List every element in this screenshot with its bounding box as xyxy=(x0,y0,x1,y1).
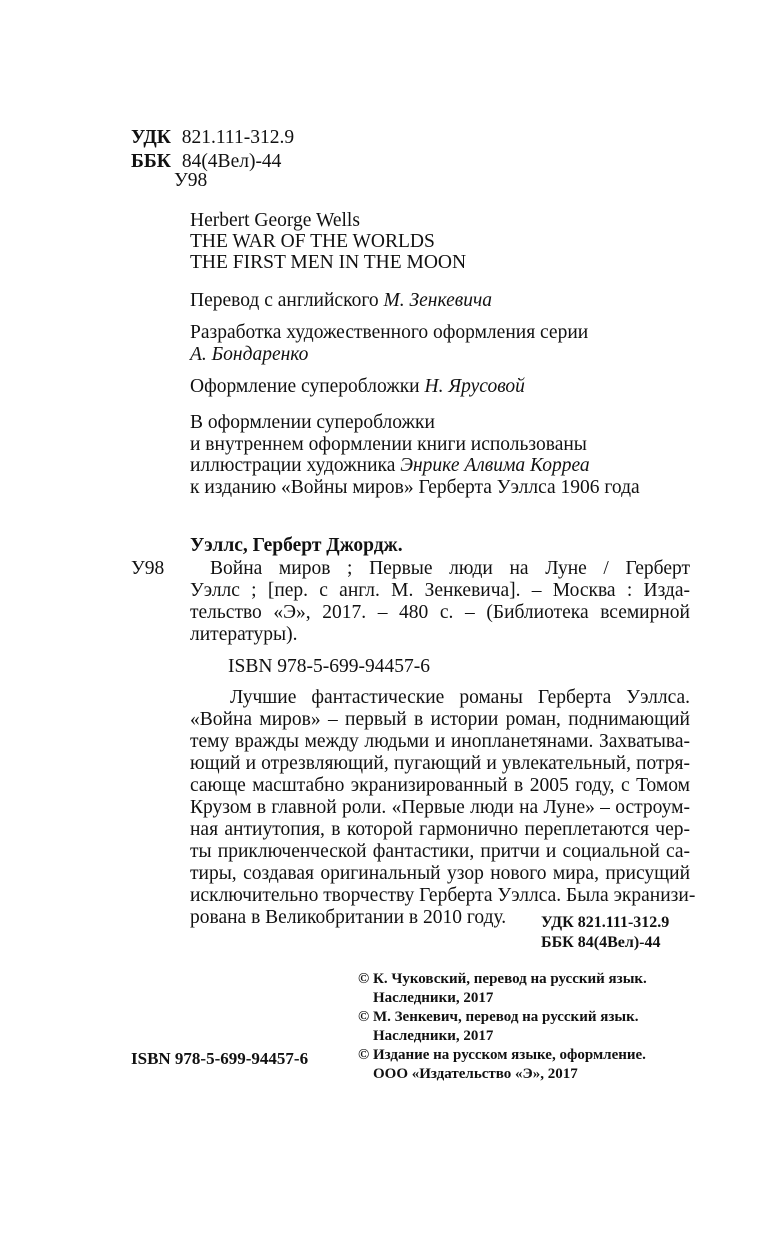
catalog-entry-line-2: Уэллс ; [пер. с англ. М. Зенкевича]. – Москва : Изда- xyxy=(190,580,690,601)
bbk-value: 84(4Вел)-44 xyxy=(181,151,282,172)
annotation-line-10: исключительно творчеству Герберта Уэллса. Была экранизи- xyxy=(190,885,696,906)
footer-udk: УДК 821.111-312.9 xyxy=(541,914,670,931)
original-title-2: THE FIRST MEN IN THE MOON xyxy=(190,252,467,273)
illustration-credit-line-3 xyxy=(190,455,590,477)
annotation-line-9: тиры, создавая оригинальный узор нового мира, присущий xyxy=(190,863,690,884)
annotation-line-3: тему вражды между людьми и инопланетянами. Захватыва- xyxy=(190,731,690,752)
original-author: Herbert George Wells xyxy=(190,210,360,231)
catalog-isbn: ISBN 978-5-699-94457-6 xyxy=(228,656,431,677)
copyright-line-1: © К. Чуковский, перевод на русский язык. xyxy=(358,971,647,987)
udk-header xyxy=(131,127,294,149)
series-design-credit: Разработка художественного оформления серии xyxy=(190,322,589,343)
illustration-prefix: иллюстрации художника xyxy=(190,455,401,476)
copyright-line-4: Наследники, 2017 xyxy=(373,1028,494,1044)
catalog-entry-line-4: литературы). xyxy=(190,624,298,645)
illustration-credit-line-2: и внутреннем оформлении книги использованы xyxy=(190,434,587,455)
annotation-line-4: ющий и отрезвляющий, пугающий и увлекательный, потря- xyxy=(190,753,690,774)
catalog-sign: У98 xyxy=(131,558,165,579)
annotation-line-5: сающе масштабно экранизированный в 2005 году, с Томом xyxy=(190,775,690,796)
translation-credit xyxy=(190,290,492,312)
cover-designer-name: Н. Ярусовой xyxy=(424,376,525,397)
illustrator-name: Энрике Алвима Корреа xyxy=(400,455,590,476)
cover-prefix: Оформление суперобложки xyxy=(190,376,425,397)
catalog-entry-line-3: тельство «Э», 2017. – 480 с. – (Библиотека всемирной xyxy=(190,602,690,623)
copyright-line-2: Наследники, 2017 xyxy=(373,990,494,1006)
copyright-line-3: © М. Зенкевич, перевод на русский язык. xyxy=(358,1009,639,1025)
annotation-line-2: «Война миров» – первый в истории роман, поднимающий xyxy=(190,709,690,730)
illustration-credit-line-4: к изданию «Войны миров» Герберта Уэллса 1906 года xyxy=(190,477,640,498)
annotation-line-11: рована в Великобритании в 2010 году. xyxy=(190,907,507,928)
original-title-1: THE WAR OF THE WORLDS xyxy=(190,231,435,252)
isbn-bottom: ISBN 978-5-699-94457-6 xyxy=(131,1049,309,1068)
annotation-line-1: Лучшие фантастические романы Герберта Уэллса. xyxy=(230,687,690,708)
author-sign: У98 xyxy=(174,170,208,191)
annotation-line-7: ная антиутопия, в которой гармонично переплетаются чер- xyxy=(190,819,690,840)
series-designer-name: А. Бондаренко xyxy=(190,344,309,365)
copyright-line-5: © Издание на русском языке, оформление. xyxy=(358,1047,646,1063)
footer-bbk: ББК 84(4Вел)-44 xyxy=(541,934,661,951)
copyright-line-6: ООО «Издательство «Э», 2017 xyxy=(373,1066,578,1082)
catalog-entry-line-1: Война миров ; Первые люди на Луне / Герберт xyxy=(210,558,690,579)
bbk-label: ББК xyxy=(131,151,171,172)
illustration-credit-line-1: В оформлении суперобложки xyxy=(190,412,435,433)
translator-name: М. Зенкевича xyxy=(383,290,493,311)
udk-label: УДК xyxy=(131,127,171,148)
translation-prefix: Перевод с английского xyxy=(190,290,384,311)
catalog-heading: Уэллс, Герберт Джордж. xyxy=(190,535,403,556)
annotation-line-8: ты приключенческой фантастики, притчи и социальной са- xyxy=(190,841,690,862)
cover-credit xyxy=(190,376,525,398)
annotation-line-6: Крузом в главной роли. «Первые люди на Луне» – остроум- xyxy=(190,797,690,818)
udk-value: 821.111-312.9 xyxy=(181,127,295,148)
